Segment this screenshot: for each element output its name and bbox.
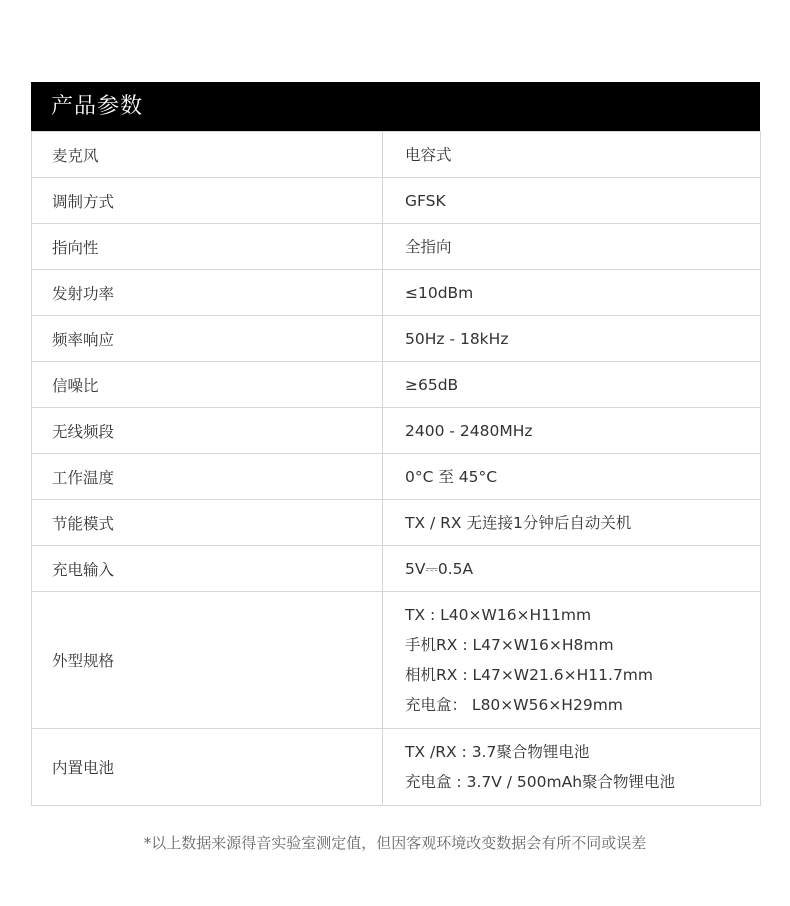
spec-label: 工作温度 <box>32 454 383 500</box>
spec-value <box>383 362 761 408</box>
spec-value-line: 5V⎓0.5A <box>405 559 474 578</box>
spec-value <box>383 224 761 270</box>
table-row <box>32 362 761 408</box>
table-row <box>32 224 761 270</box>
spec-label: 内置电池 <box>32 729 383 806</box>
spec-value-line: TX / RX 无连接1分钟后自动关机 <box>405 513 632 532</box>
table-row <box>32 454 761 500</box>
spec-label: 节能模式 <box>32 500 383 546</box>
spec-value <box>383 546 761 592</box>
spec-value-line: 相机RX : L47×W21.6×H11.7mm <box>405 666 654 684</box>
table-row <box>32 729 761 806</box>
spec-label: 信噪比 <box>32 362 383 408</box>
spec-value-line: 电容式 <box>405 145 452 164</box>
spec-label: 充电输入 <box>32 546 383 592</box>
table-row <box>32 132 761 178</box>
spec-value-line: GFSK <box>405 191 446 210</box>
spec-label: 麦克风 <box>32 132 383 178</box>
spec-value <box>383 132 761 178</box>
spec-value-line: 充电盒： L80×W56×H29mm <box>405 696 623 714</box>
table-row <box>32 546 761 592</box>
spec-value-line: 手机RX : L47×W16×H8mm <box>405 636 614 654</box>
table-row <box>32 178 761 224</box>
table-row <box>32 592 761 729</box>
spec-value-line: 0°C 至 45°C <box>405 467 498 486</box>
table-row <box>32 408 761 454</box>
spec-title: 产品参数 <box>31 82 760 131</box>
spec-value-line: 全指向 <box>405 237 452 256</box>
spec-label: 无线频段 <box>32 408 383 454</box>
spec-value-line: 2400 - 2480MHz <box>405 421 533 440</box>
spec-card <box>31 82 760 806</box>
spec-label: 调制方式 <box>32 178 383 224</box>
spec-value <box>383 316 761 362</box>
spec-value-line: ≥65dB <box>405 375 459 394</box>
footnote: *以上数据来源得音实验室测定值，但因客观环境改变数据会有所不同或误差 <box>143 834 647 852</box>
spec-value-line: 充电盒 : 3.7V / 500mAh聚合物锂电池 <box>405 773 676 791</box>
spec-value <box>383 178 761 224</box>
spec-value-line: ≤10dBm <box>405 283 474 302</box>
spec-value <box>383 729 761 806</box>
spec-value-line: 50Hz - 18kHz <box>405 329 509 348</box>
spec-value <box>383 500 761 546</box>
table-row <box>32 316 761 362</box>
spec-value <box>383 408 761 454</box>
spec-label: 外型规格 <box>32 592 383 729</box>
spec-value-line: TX /RX : 3.7聚合物锂电池 <box>405 743 590 761</box>
spec-value <box>383 592 761 729</box>
spec-label: 频率响应 <box>32 316 383 362</box>
spec-value <box>383 454 761 500</box>
spec-label: 指向性 <box>32 224 383 270</box>
spec-table <box>31 131 761 806</box>
table-row <box>32 500 761 546</box>
spec-value <box>383 270 761 316</box>
spec-label: 发射功率 <box>32 270 383 316</box>
table-row <box>32 270 761 316</box>
spec-value-line: TX : L40×W16×H11mm <box>405 606 592 624</box>
